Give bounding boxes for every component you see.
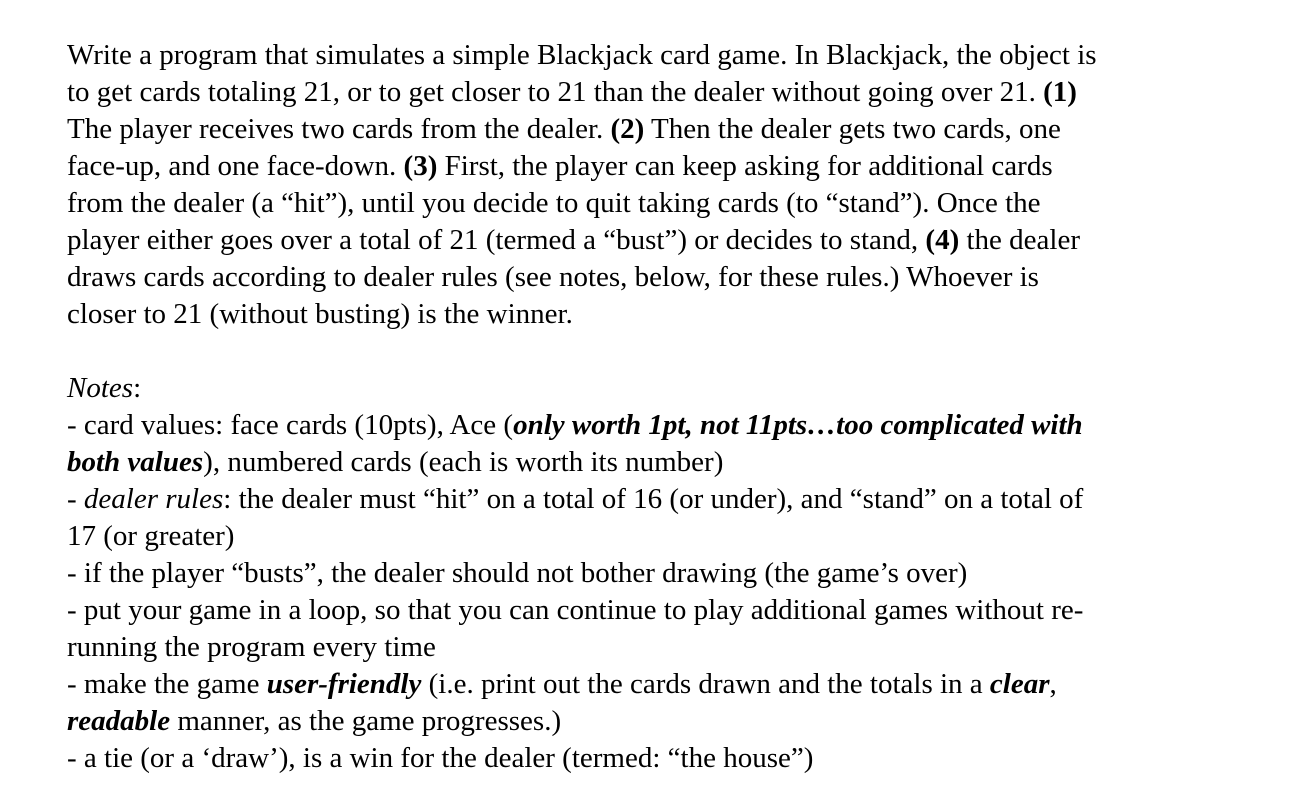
step-marker-1: (1)	[1043, 76, 1077, 108]
text-run: (i.e. print out the cards drawn and the totals in a	[421, 668, 990, 700]
note-line	[67, 740, 1247, 777]
note-line	[67, 629, 1247, 666]
text-run: ), numbered cards (each is worth its number)	[203, 446, 724, 478]
text-line	[67, 37, 1247, 74]
step-marker-4: (4)	[925, 224, 960, 256]
intro-paragraph	[67, 37, 1247, 333]
text-run: : the dealer must “hit” on a total of 16 (or under), and “stand” on a total of	[223, 483, 1084, 515]
note-line	[67, 407, 1247, 444]
emphasis-text: clear	[989, 668, 1050, 700]
text-line	[67, 259, 1247, 296]
step-marker-2: (2)	[610, 113, 645, 145]
assignment-document	[67, 37, 1247, 777]
text-run: - put your game in a loop, so that you can continue to play additional games without re-	[67, 594, 1084, 626]
emphasis-text: both values	[67, 446, 204, 478]
text-run: The player receives two cards from the dealer.	[67, 113, 611, 145]
text-run: draws cards according to dealer rules (see notes, below, for these rules.) Whoever is	[67, 261, 1039, 293]
text-run: Then the dealer gets two cards, one	[644, 113, 1061, 145]
text-run: - if the player “busts”, the dealer should not bother drawing (the game’s over)	[67, 557, 968, 589]
text-line	[67, 222, 1247, 259]
note-line	[67, 555, 1247, 592]
text-run: - card values: face cards (10pts), Ace (	[67, 409, 514, 441]
notes-title-colon: :	[133, 372, 142, 404]
text-run: - a tie (or a ‘draw’), is a win for the dealer (termed: “the house”)	[67, 742, 814, 774]
text-run: ,	[1049, 668, 1057, 700]
italic-text: dealer rules	[83, 483, 224, 515]
notes-heading	[67, 370, 1247, 407]
text-run: First, the player can keep asking for additional cards	[437, 150, 1053, 182]
note-line	[67, 444, 1247, 481]
text-run: closer to 21 (without busting) is the winner.	[67, 298, 573, 330]
text-run: from the dealer (a “hit”), until you decide to quit taking cards (to “stand”). Once the	[67, 187, 1041, 219]
note-line	[67, 666, 1247, 703]
blank-line	[67, 333, 1247, 370]
text-line	[67, 185, 1247, 222]
emphasis-text: only worth 1pt, not 11pts…too complicated with	[513, 409, 1083, 441]
text-line	[67, 296, 1247, 333]
text-line	[67, 148, 1247, 185]
note-line	[67, 703, 1247, 740]
note-line	[67, 592, 1247, 629]
text-run: the dealer	[959, 224, 1080, 256]
step-marker-3: (3)	[403, 150, 438, 182]
notes-section	[67, 370, 1247, 777]
text-run: face-up, and one face-down.	[67, 150, 404, 182]
text-line	[67, 74, 1247, 111]
text-run: 17 (or greater)	[67, 520, 235, 552]
text-run: -	[67, 483, 84, 515]
text-run: player either goes over a total of 21 (termed a “bust”) or decides to stand,	[67, 224, 926, 256]
text-run: running the program every time	[67, 631, 436, 663]
note-line	[67, 518, 1247, 555]
notes-title: Notes	[67, 372, 134, 404]
note-line	[67, 481, 1247, 518]
text-run: manner, as the game progresses.)	[170, 705, 562, 737]
text-line	[67, 111, 1247, 148]
text-run: to get cards totaling 21, or to get closer to 21 than the dealer without going over 21.	[67, 76, 1044, 108]
emphasis-text: readable	[67, 705, 171, 737]
text-run: - make the game	[67, 668, 267, 700]
text-run: Write a program that simulates a simple Blackjack card game. In Blackjack, the object is	[67, 39, 1097, 71]
emphasis-text: user-friendly	[266, 668, 422, 700]
